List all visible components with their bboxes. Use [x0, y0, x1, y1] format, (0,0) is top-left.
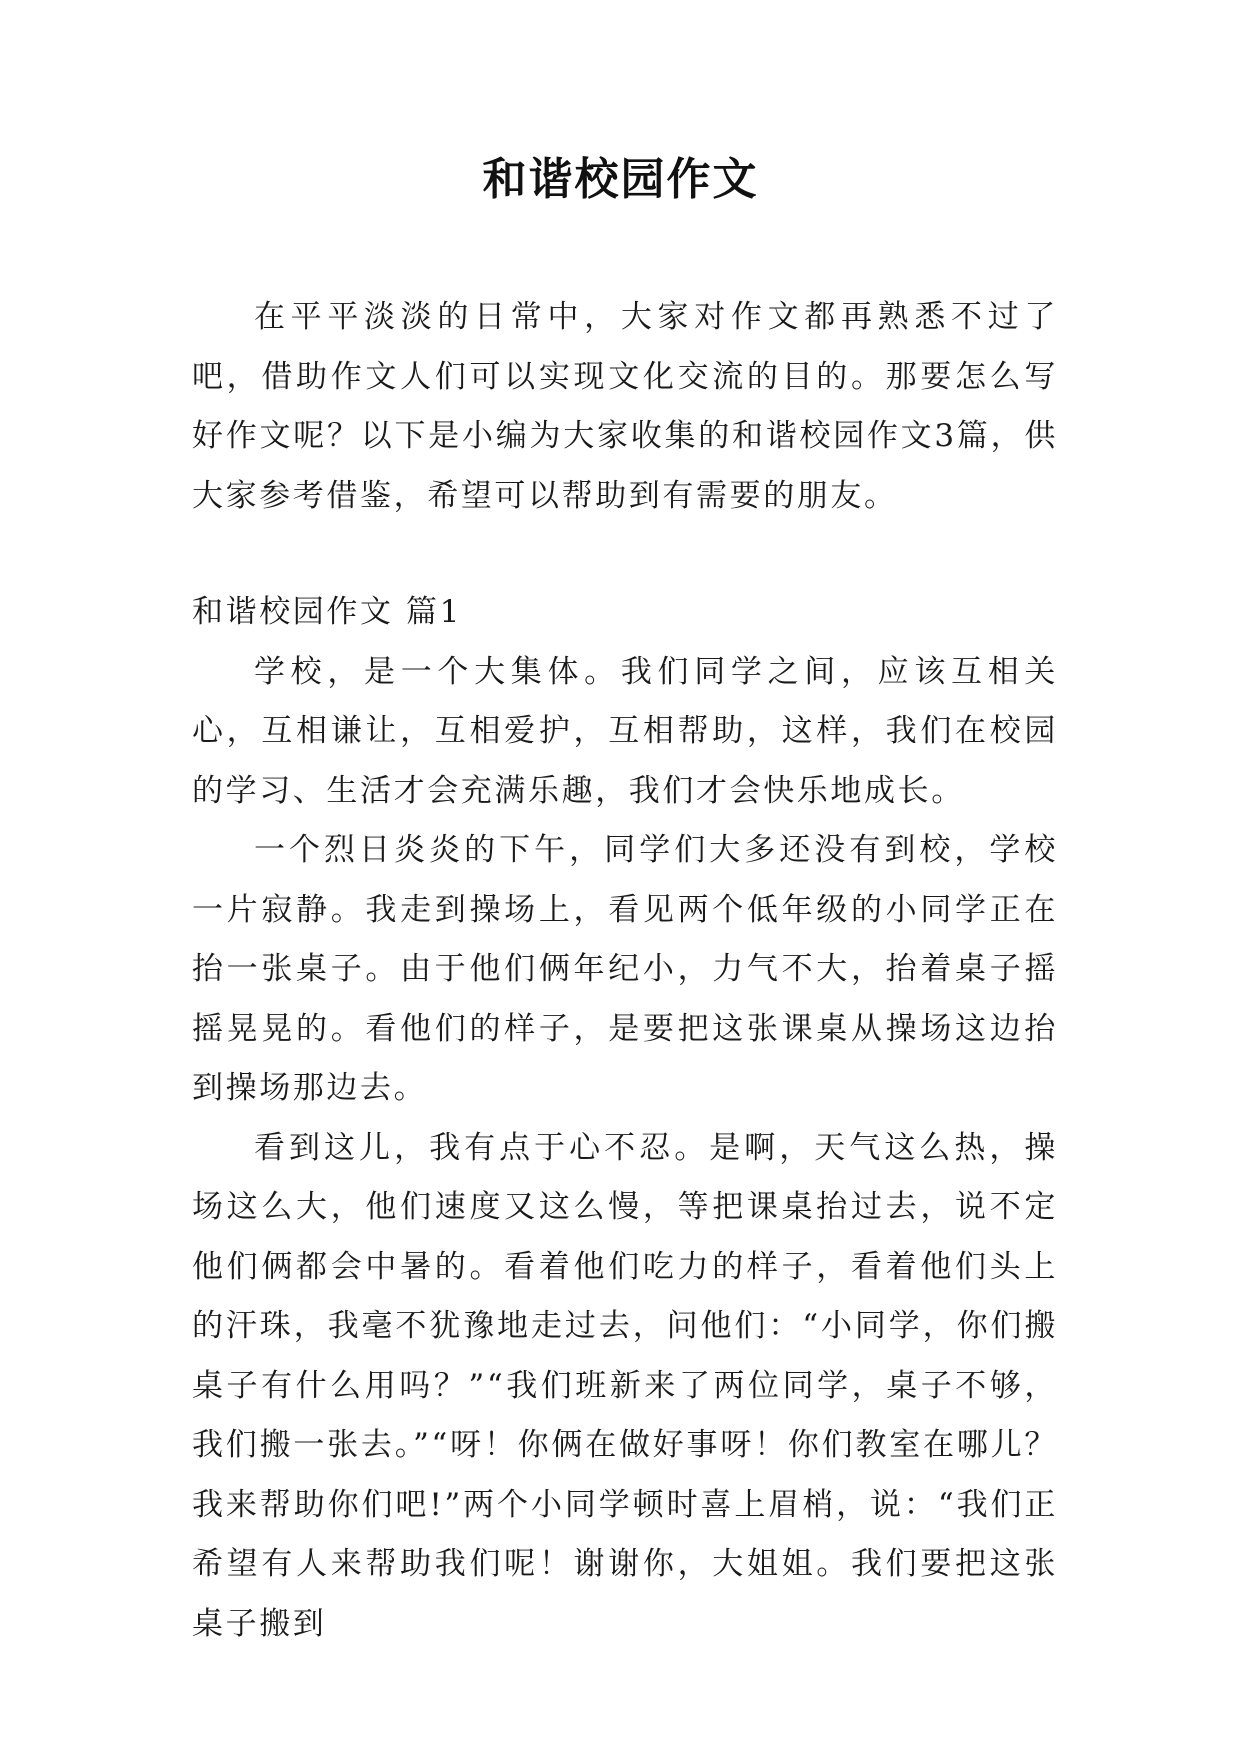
body-paragraph: 一个烈日炎炎的下午，同学们大多还没有到校，学校一片寂静。我走到操场上，看见两个低年级的小同学正在抬一张桌子。由于他们俩年纪小，力气不大，抬着桌子摇摇晃晃的。看他们的样子，是要把这张课桌从操场这边抬到操场那边去。: [192, 832, 1058, 1106]
section-heading: 和谐校园作文 篇1: [192, 594, 462, 630]
document-body: [192, 288, 1058, 1654]
document-title: 和谐校园作文: [482, 154, 759, 205]
body-paragraph: 看到这儿，我有点于心不忍。是啊，天气这么热，操场这么大，他们速度又这么慢，等把课桌抬过去，说不定他们俩都会中暑的。看着他们吃力的样子，看着他们头上的汗珠，我毫不犹豫地走过去，问他们：“小同学，你们搬桌子有什么用吗？”“我们班新来了两位同学，桌子不够，我们搬一张去。”“呀！你俩在做好事呀！你们教室在哪儿？我来帮助你们吧!”两个小同学顿时喜上眉梢，说：“我们正希望有人来帮助我们呢！谢谢你，大姐姐。我们要把这张桌子搬到: [192, 1129, 1058, 1642]
body-paragraph: 学校，是一个大集体。我们同学之间，应该互相关心，互相谦让，互相爱护，互相帮助，这样，我们在校园的学习、生活才会充满乐趣，我们才会快乐地成长。: [192, 653, 1058, 809]
intro-paragraph: 在平平淡淡的日常中，大家对作文都再熟悉不过了吧，借助作文人们可以实现文化交流的目的。那要怎么写好作文呢？以下是小编为大家收集的和谐校园作文3篇，供大家参考借鉴，希望可以帮助到有需要的朋友。: [192, 299, 1058, 514]
